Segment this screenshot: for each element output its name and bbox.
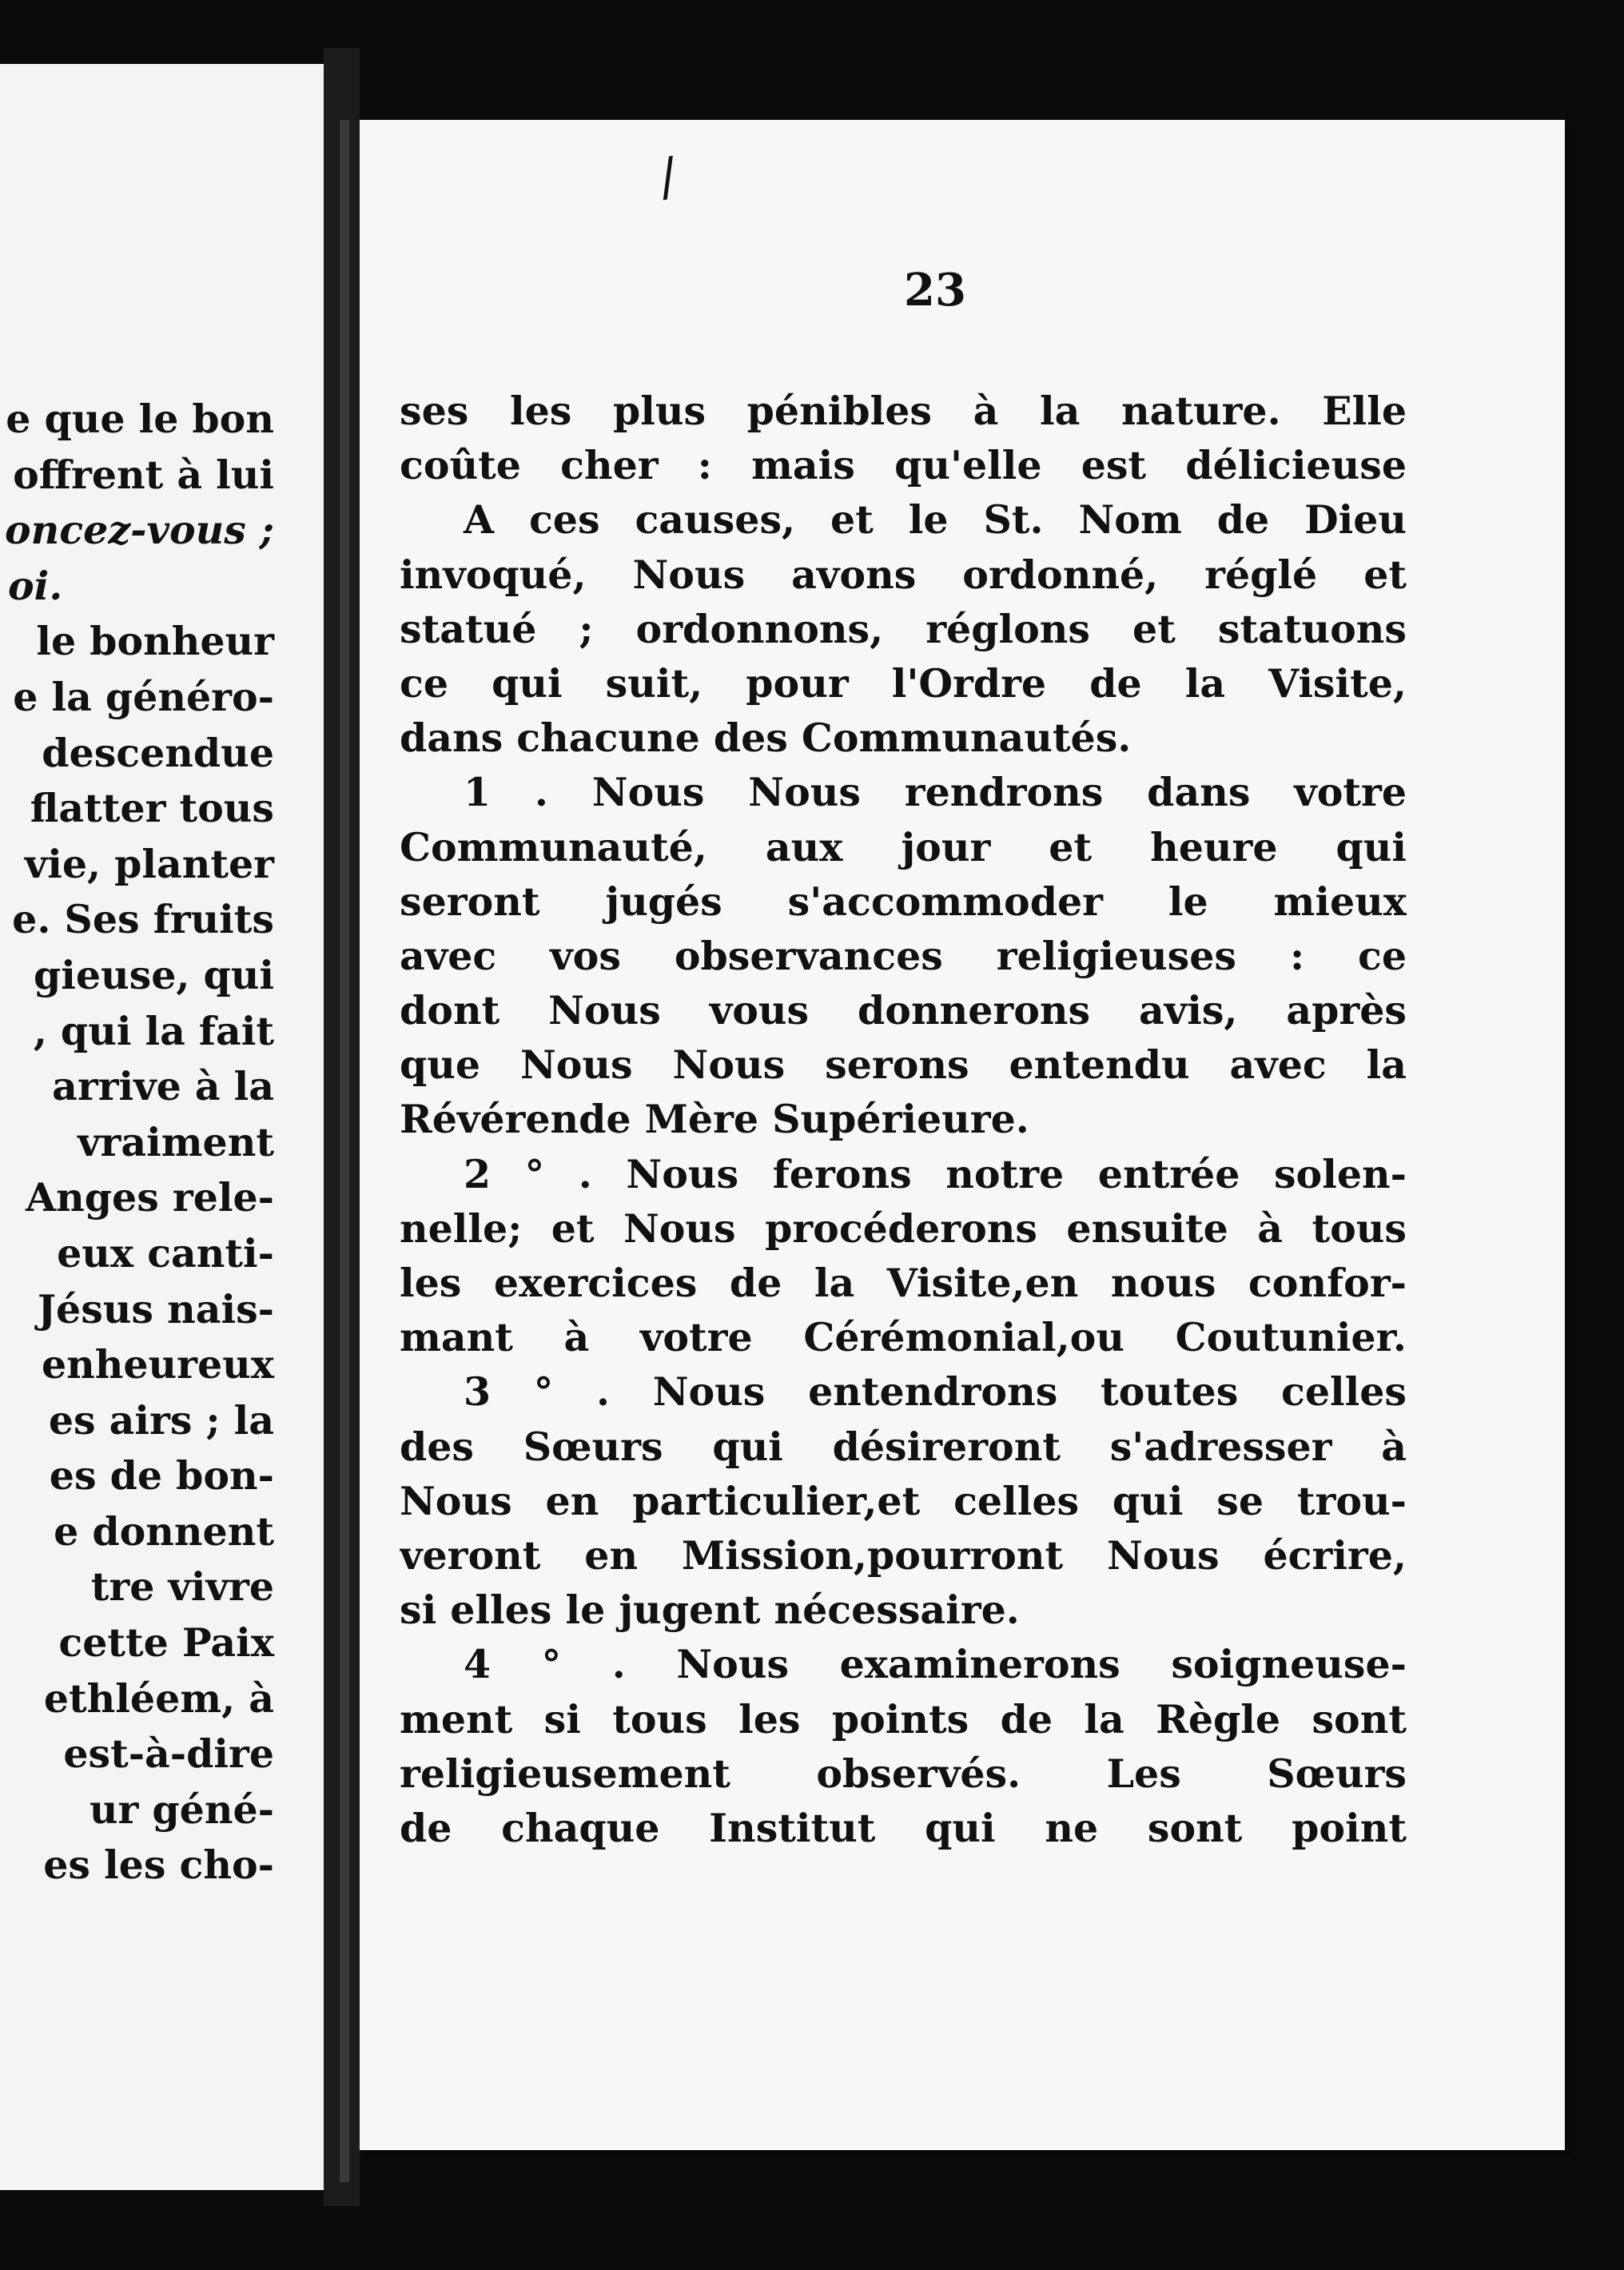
- text-line-22: veront en Mission,pourront Nous écrire,: [400, 1531, 1407, 1579]
- left-line-5: le bonheur: [36, 618, 274, 665]
- left-line-13: arrive à la: [52, 1063, 274, 1110]
- left-line-21: e donnent: [54, 1507, 274, 1555]
- text-line-19: 3 ° . Nous entendrons toutes celles: [464, 1368, 1407, 1416]
- left-page: [0, 64, 324, 2190]
- left-line-20: es de bon-: [49, 1452, 274, 1499]
- text-line-4: invoqué, Nous avons ordonné, réglé et: [400, 551, 1407, 598]
- left-line-19: es airs ; la: [48, 1396, 274, 1444]
- text-line-20: des Sœurs qui désireront s'adresser à: [400, 1423, 1407, 1470]
- left-line-3: oncez-vous ;: [5, 507, 274, 554]
- text-line-18: mant à votre Cérémonial,ou Coutunier.: [400, 1314, 1407, 1361]
- page-number: 23: [904, 264, 966, 317]
- right-page: [360, 120, 1565, 2150]
- text-line-16: nelle; et Nous procéderons ensuite à tous: [400, 1205, 1407, 1252]
- text-line-8: 1 . Nous Nous rendrons dans votre: [464, 769, 1407, 816]
- text-line-10: seront jugés s'accommoder le mieux: [400, 878, 1407, 925]
- left-line-1: e que le bon: [6, 396, 274, 442]
- left-line-2: offrent à lui: [13, 451, 274, 498]
- left-line-26: ur géné-: [89, 1786, 274, 1833]
- text-line-27: de chaque Institut qui ne sont point: [400, 1804, 1407, 1851]
- text-line-15: 2 ° . Nous ferons notre entrée solen-: [464, 1150, 1407, 1197]
- text-line-17: les exercices de la Visite,en nous confor-: [400, 1260, 1407, 1306]
- text-line-13: que Nous Nous serons entendu avec la: [400, 1041, 1407, 1089]
- text-line-25: ment si tous les points de la Règle sont: [400, 1695, 1407, 1742]
- text-line-7: dans chacune des Communautés.: [400, 715, 1132, 762]
- text-line-24: 4 ° . Nous examinerons soigneuse-: [464, 1641, 1407, 1688]
- text-line-26: religieusement observés. Les Sœurs: [400, 1750, 1407, 1797]
- text-line-11: avec vos observances religieuses : ce: [400, 932, 1407, 979]
- text-line-12: dont Nous vous donnerons avis, après: [400, 987, 1407, 1034]
- left-line-7: descendue: [42, 729, 274, 776]
- left-line-25: est-à-dire: [63, 1730, 274, 1778]
- left-line-10: e. Ses fruits: [12, 896, 274, 943]
- left-line-8: flatter tous: [30, 785, 274, 832]
- left-line-16: eux canti-: [57, 1229, 274, 1276]
- text-line-2: coûte cher : mais qu'elle est délicieuse: [400, 442, 1407, 489]
- left-line-18: enheureux: [41, 1341, 274, 1388]
- pencil-tick-mark: /: [654, 146, 682, 209]
- left-line-4: oi.: [8, 562, 63, 609]
- text-line-9: Communauté, aux jour et heure qui: [400, 823, 1407, 870]
- right-page-text: [400, 384, 1407, 1855]
- left-line-11: gieuse, qui: [33, 951, 274, 998]
- text-line-23: si elles le jugent nécessaire.: [400, 1587, 1020, 1634]
- text-line-6: ce qui suit, pour l'Ordre de la Visite,: [400, 659, 1407, 707]
- left-line-12: , qui la fait: [33, 1007, 274, 1054]
- left-line-23: cette Paix: [58, 1619, 274, 1667]
- text-line-5: statué ; ordonnons, réglons et statuons: [400, 605, 1407, 652]
- gutter-shadow: [340, 120, 349, 2182]
- left-page-text: [0, 392, 324, 1894]
- left-line-17: Jésus nais-: [37, 1285, 274, 1332]
- left-line-22: tre vivre: [90, 1563, 274, 1611]
- left-line-27: es les cho-: [43, 1842, 274, 1889]
- text-line-3: A ces causes, et le St. Nom de Dieu: [464, 496, 1407, 544]
- text-line-21: Nous en particulier,et celles qui se trou-: [400, 1477, 1407, 1524]
- left-line-14: vraiment: [78, 1118, 274, 1165]
- left-line-9: vie, planter: [24, 840, 274, 887]
- left-line-15: Anges rele-: [26, 1174, 274, 1221]
- text-line-1: ses les plus pénibles à la nature. Elle: [400, 388, 1407, 434]
- text-line-14: Révérende Mère Supérieure.: [400, 1096, 1029, 1143]
- left-line-6: e la généro-: [13, 673, 274, 720]
- left-line-24: ethléem, à: [43, 1675, 274, 1722]
